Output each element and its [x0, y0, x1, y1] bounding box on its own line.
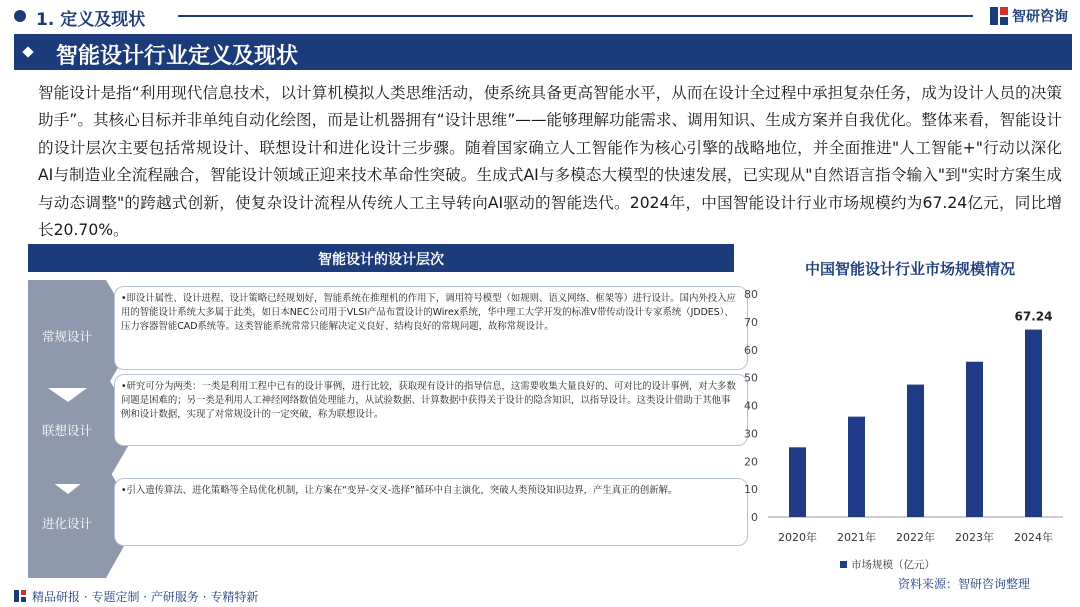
y-tick-label: 0 [751, 511, 758, 524]
layers-title: 智能设计的设计层次 [318, 252, 444, 268]
layers-header [28, 244, 734, 272]
layer-label: 进化设计 [41, 516, 92, 531]
x-tick-label: 2022年 [896, 531, 935, 544]
footer-logo-icon [14, 590, 26, 602]
legend-swatch [840, 561, 847, 568]
chart-legend [840, 557, 935, 572]
x-tick-label: 2023年 [955, 531, 994, 544]
y-tick-label: 30 [744, 427, 758, 441]
section-title: 1. 定义及现状 [36, 10, 146, 30]
title-banner [14, 34, 1072, 70]
chart-title: 中国智能设计行业市场规模情况 [804, 260, 1015, 278]
layer-description: •引入遗传算法、进化策略等全局优化机制，让方案在“变异-交叉-选择”循环中自主演化，突破人类预设知识边界，产生真正的创新解。 [114, 478, 748, 546]
bar [1025, 330, 1042, 517]
data-label: 67.24 [1014, 309, 1053, 324]
y-tick-label: 40 [744, 399, 758, 413]
layer-description: •研究可分为两类：一类是利用工程中已有的设计事例，进行比较，获取现有设计的指导信息，这需要收集大量良好的、可对比的设计事例，对大多数问题是困难的；另一类是利用人工神经网络数值处理能力，从试验数据、计算数据中获得关于设计的隐含知识，以指导设计。这类设计借助于其他事例和设计数据，实现了对常规设计的一定突破，称为联想设计。 [114, 374, 748, 446]
y-tick-label: 70 [744, 315, 758, 329]
section-bullet-icon [14, 10, 26, 22]
market-size-bar-chart [738, 276, 1072, 552]
bar [907, 385, 924, 517]
bar [789, 447, 806, 517]
section-divider [178, 15, 973, 17]
y-tick-label: 80 [744, 288, 758, 301]
layer-description: •即设计属性、设计进程、设计策略已经规划好，智能系统在推理机的作用下，调用符号模型（如规则、语义网络、框架等）进行设计。国内外投入应用的智能设计系统大多属于此类，如日本NEC公司用于VLSI产品布置设计的Wirex系统，华中理工大学开发的标准V带传动设计专家系统（JDDES）、压力容器智能CAD系统等。这类智能系统常常只能解决定义良好、结构良好的常规问题，故称常规设计。 [114, 286, 748, 370]
layer-label: 常规设计 [41, 329, 92, 344]
layer-label: 联想设计 [41, 423, 92, 438]
logo-mark-icon [990, 7, 1008, 25]
x-tick-label: 2024年 [1014, 531, 1053, 544]
source-note: 资料来源：智研咨询整理 [898, 577, 1031, 591]
bar [966, 362, 983, 517]
footer [0, 585, 1080, 607]
x-tick-label: 2021年 [837, 531, 876, 544]
footer-text: 精品研报 · 专题定制 · 产研服务 · 专精特新 [32, 590, 259, 604]
y-tick-label: 50 [744, 371, 758, 385]
brand-logo [990, 6, 1068, 26]
legend-label: 市场规模（亿元） [851, 559, 935, 571]
y-tick-label: 20 [744, 455, 758, 469]
top-bar [0, 0, 1080, 32]
x-tick-label: 2020年 [778, 531, 817, 544]
logo-text: 智研咨询 [1012, 9, 1068, 25]
bar [848, 417, 865, 517]
diamond-icon [24, 45, 38, 59]
y-tick-label: 10 [744, 483, 758, 497]
intro-paragraph: 智能设计是指“利用现代信息技术，以计算机模拟人类思维活动，使系统具备更高智能水平，从而在设计全过程中承担复杂任务，成为设计人员的决策助手”。其核心目标并非单纯自动化绘图，而是让机器拥有“设计思维”——能够理解功能需求、调用知识、生成方案并自我优化。整体来看，智能设计的设计层次主要包括常规设计、联想设计和进化设计三步骤。随着国家确立人工智能作为核心引擎的战略地位，并全面推进"人工智能+"行动以深化AI与制造业全流程融合，智能设计领域正迎来技术革命性突破。生成式AI与多模态大模型的快速发展，已实现从"自然语言指令输入"到"实时方案生成与动态调整"的跨越式创新，使复杂设计流程从传统人工主导转向AI驱动的智能迭代。2024年，中国智能设计行业市场规模约为67.24亿元，同比增长20.70%。 [38, 84, 1062, 240]
page-title: 智能设计行业定义及现状 [56, 44, 299, 69]
y-tick-label: 60 [744, 343, 758, 357]
